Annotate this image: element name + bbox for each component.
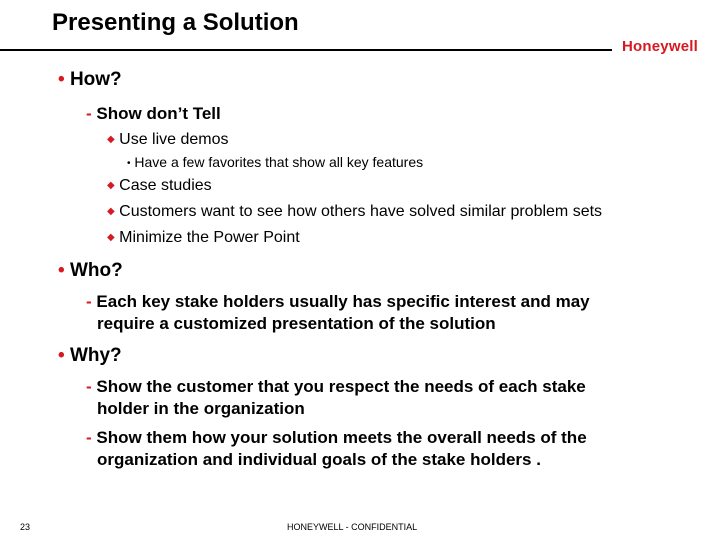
customers-text: Customers want to see how others have solved similar problem sets xyxy=(119,203,603,220)
slide-title: Presenting a Solution xyxy=(52,9,299,36)
dash-icon: - xyxy=(86,428,92,447)
favorites-text: Have a few favorites that show all key features xyxy=(134,154,424,170)
why-item2-line1: Show them how your solution meets the overall needs of the xyxy=(96,428,587,447)
why-item2-line2: organization and individual goals of the stake holders . xyxy=(97,450,541,469)
who-heading: Who? xyxy=(69,260,123,281)
bullet-why xyxy=(58,345,122,367)
who-item-cont xyxy=(97,314,496,334)
diamond-bullet-icon: ◆ xyxy=(107,206,115,217)
item-case-studies xyxy=(107,177,212,195)
live-demos-text: Use live demos xyxy=(119,131,229,148)
why-heading: Why? xyxy=(69,345,122,366)
why-item1-line2: holder in the organization xyxy=(97,399,305,418)
why-item1-line1: Show the customer that you respect the needs of each stake xyxy=(96,377,586,396)
honeywell-logo: Honeywell xyxy=(622,38,698,55)
dash-icon: - xyxy=(86,104,92,123)
diamond-bullet-icon: ◆ xyxy=(107,134,115,145)
bullet-dot-icon: • xyxy=(58,260,65,281)
confidential-footer: HONEYWELL - CONFIDENTIAL xyxy=(287,522,418,532)
diamond-bullet-icon: ◆ xyxy=(107,180,115,191)
who-line2: require a customized presentation of the solution xyxy=(97,314,496,333)
case-studies-text: Case studies xyxy=(119,177,212,194)
who-line1: Each key stake holders usually has specific interest and may xyxy=(96,292,590,311)
bullet-how xyxy=(58,69,122,91)
item-customers xyxy=(107,203,602,221)
who-item xyxy=(86,292,590,312)
why-item-1-cont xyxy=(97,399,305,419)
dot-bullet-icon: • xyxy=(127,158,131,169)
item-favorites xyxy=(127,154,423,170)
diamond-bullet-icon: ◆ xyxy=(107,232,115,243)
bullet-who xyxy=(58,260,123,282)
item-live-demos xyxy=(107,131,229,149)
item-minimize xyxy=(107,229,300,247)
dash-icon: - xyxy=(86,292,92,311)
page-number: 23 xyxy=(20,522,31,532)
dash-icon: - xyxy=(86,377,92,396)
how-sub: Show don’t Tell xyxy=(96,104,221,123)
minimize-text: Minimize the Power Point xyxy=(119,229,300,246)
why-item-2 xyxy=(86,428,587,448)
bullet-dot-icon: • xyxy=(58,345,65,366)
why-item-2-cont xyxy=(97,450,541,470)
how-heading: How? xyxy=(69,69,122,90)
bullet-dot-icon: • xyxy=(58,69,65,90)
why-item-1 xyxy=(86,377,586,397)
dash-show-dont-tell xyxy=(86,104,221,124)
